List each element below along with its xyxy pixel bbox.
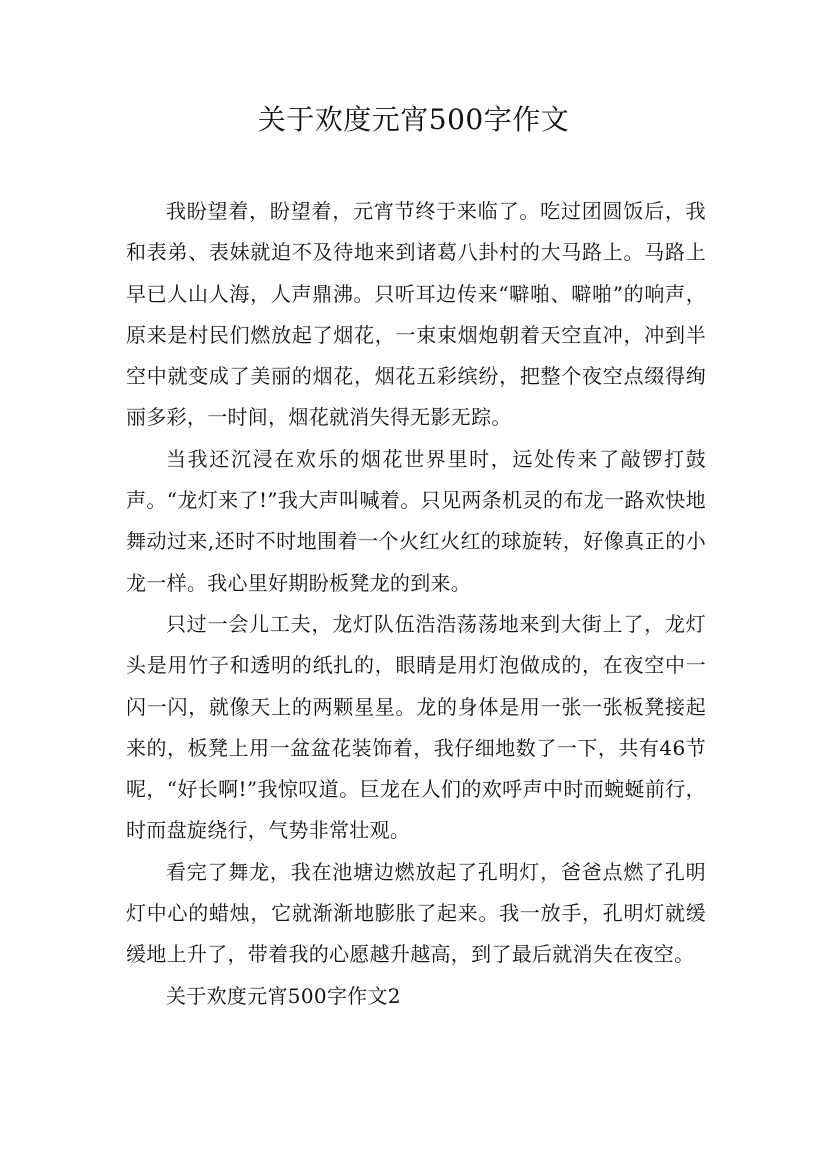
paragraph-4: 看完了舞龙，我在池塘边燃放起了孔明灯，爸爸点燃了孔明灯中心的蜡烛，它就渐渐地膨胀了起来。我一放手，孔明灯就缓缓地上升了，带着我的心愿越升越高，到了最后就消失在夜空。 (126, 859, 706, 967)
paragraph-3: 只过一会儿工夫，龙灯队伍浩浩荡荡地来到大街上了，龙灯头是用竹子和透明的纸扎的，眼睛是用灯泡做成的，在夜空中一闪一闪，就像天上的两颗星星。龙的身体是用一张一张板凳接起来的，板凳上用一盆盆花装饰着，我仔细地数了一下，共有46节呢，“好长啊!”我惊叹道。巨龙在人们的欢呼声中时而蜿蜒前行，时而盘旋绕行，气势非常壮观。 (126, 611, 706, 843)
paragraph-2: 当我还沉浸在欢乐的烟花世界里时，远处传来了敲锣打鼓声。“龙灯来了!”我大声叫喊着。只见两条机灵的布龙一路欢快地舞动过来,还时不时地围着一个火红火红的球旋转，好像真正的小龙一样。我心里好期盼板凳龙的到来。 (126, 446, 706, 595)
document-body (126, 191, 706, 1017)
document-title: 关于欢度元宵500字作文 (257, 103, 570, 136)
section-heading-2: 关于欢度元宵500字作文2 (166, 983, 401, 1008)
paragraph-1: 我盼望着，盼望着，元宵节终于来临了。吃过团圆饭后，我和表弟、表妹就迫不及待地来到诸葛八卦村的大马路上。马路上早已人山人海，人声鼎沸。只听耳边传来“噼啪、噼啪”的响声，原来是村民们燃放起了烟花，一束束烟炮朝着天空直冲，冲到半空中就变成了美丽的烟花，烟花五彩缤纷，把整个夜空点缀得绚丽多彩，一时间，烟花就消失得无影无踪。 (126, 199, 706, 430)
